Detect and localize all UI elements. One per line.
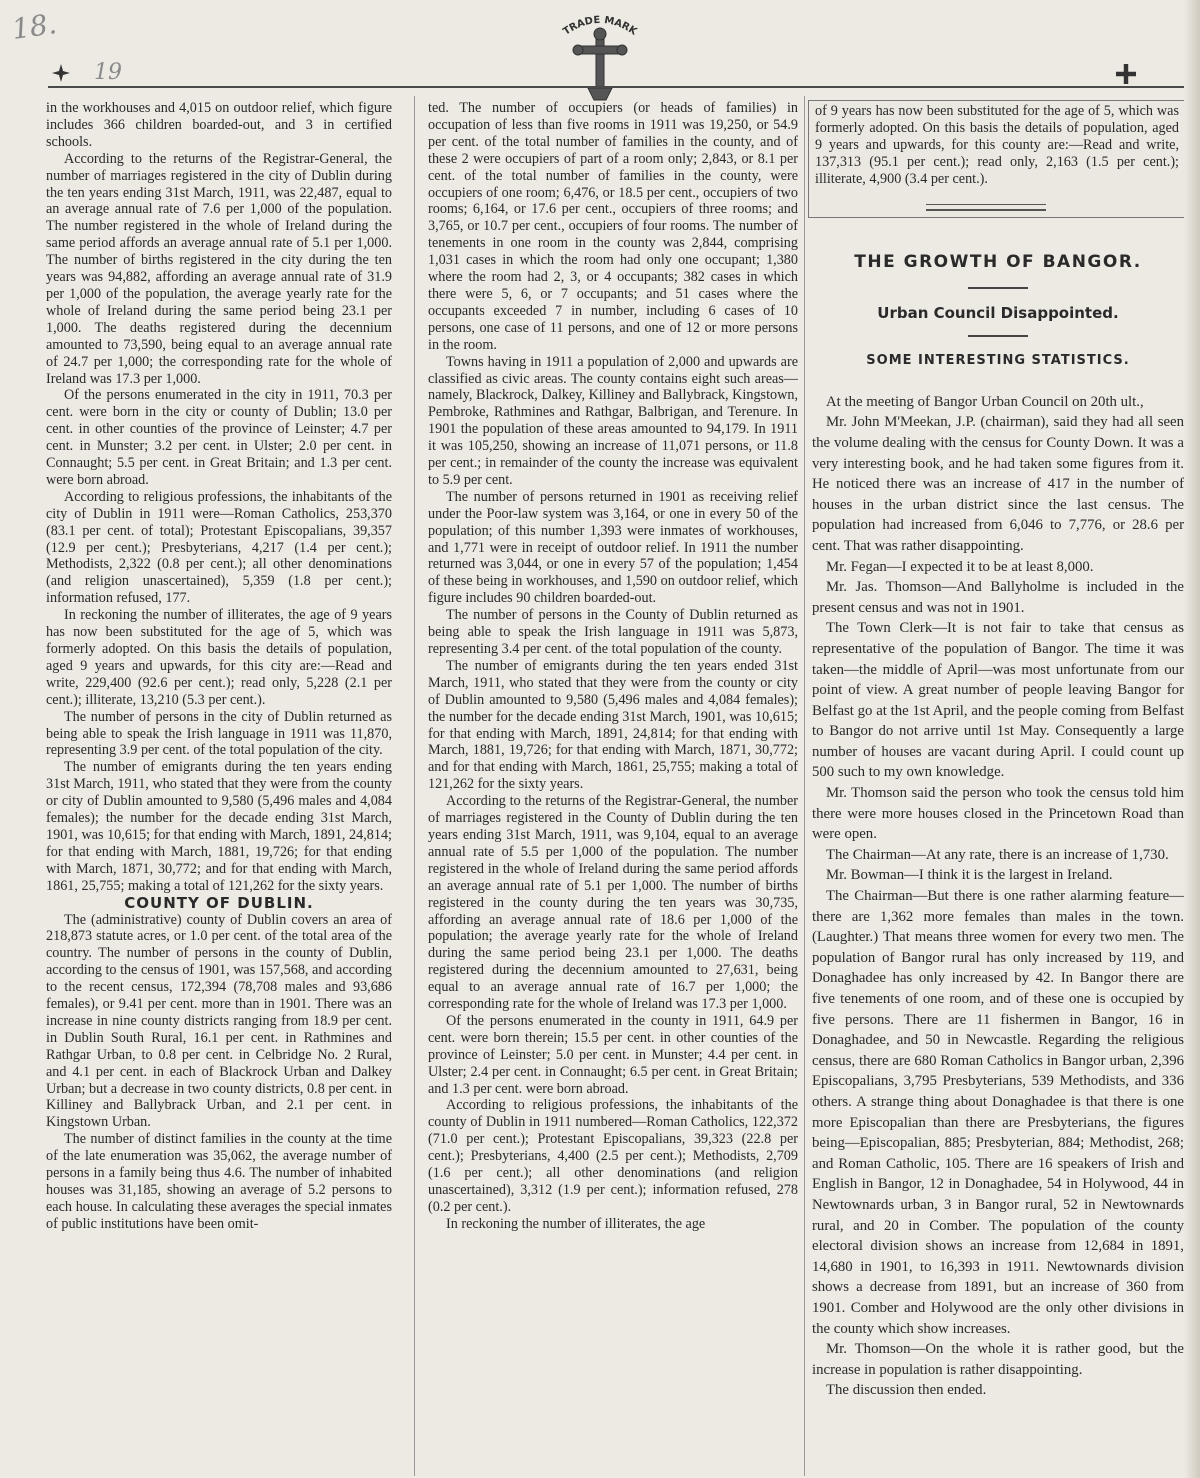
paragraph: The number of distinct families in the county at the time of the late enumeration was 35,062, the average number of persons in a family being thus 4.6. The number of inhabited houses was 31,185, showing an average of 5.2 persons to each house. In calculating these averages the special inmates of public institutions have been omit-	[46, 1131, 392, 1232]
article-headline: THE GROWTH OF BANGOR.	[854, 252, 1142, 272]
subhead-rule	[968, 335, 1028, 337]
paragraph: Mr. Thomson said the person who took the census told him there were more houses closed in the Princetown Road than were open.	[812, 785, 1184, 843]
pencil-clipping-number: 19	[94, 60, 122, 85]
paragraph: According to the returns of the Registrar-General, the number of marriages registered in the city of Dublin during the ten years ending 31st March, 1911, was 22,487, equal to an average annual rate of 7.6 per 1,000 of the population. The number registered in the whole of Ireland during the same period affords an average annual rate of 5.1 per 1,000. The number of births registered in the city during the ten years was 94,882, affording an average annual rate of 31.9 per 1,000 of the population, the average yearly rate for the whole of Ireland during the same period being 23.1 per 1,000. The deaths registered during the decennium amounted to 73,590, being equal to an average annual rate of 24.7 per 1,000; the corresponding rate for the whole of Ireland was 17.3 per 1,000.	[46, 150, 392, 387]
paragraph: According to religious professions, the inhabitants of the county of Dublin in 1911 numbered—Roman Catholics, 122,372 (71.0 per cent.); Protestant Episcopalians, 39,323 (22.8 per cent.); Presbyterians, 4,400 (2.5 per cent.); Methodists, 2,709 (1.6 per cent.); all other denominations (and religion unascertained), 3,312 (1.9 per cent.); information refused, 278 (0.2 per cent.).	[428, 1097, 798, 1215]
trade-mark-text: TRADE MARK	[561, 14, 639, 38]
paragraph: The number of persons in the County of Dublin returned as being able to speak the Irish language in 1911 was 5,873, representing 3.4 per cent. of the total population of the county.	[428, 607, 798, 657]
county-of-dublin-heading: COUNTY OF DUBLIN.	[124, 893, 314, 912]
paragraph: According to the returns of the Registrar-General, the number of marriages registered in the County of Dublin during the ten years ending 31st March, 1911, was 9,104, equal to an average annual rate of 5.5 per 1,000 of the population. The number registered in the whole of Ireland during the same period affords an average annual rate of 5.1 per 1,000. The number of births registered in the county during the ten years was 30,735, affording an average annual rate of 18.6 per 1,000 of the population; the average yearly rate for the whole of Ireland during the same period being 23.1 per 1,000. The deaths registered during the decennium amounted to 27,631, being equal to an average annual rate of 16.7 per 1,000; the corresponding rate for the whole of Ireland was 17.3 per 1,000.	[428, 793, 798, 1013]
paragraph: The Chairman—At any rate, there is an increase of 1,730.	[826, 846, 1169, 863]
section-divider	[926, 204, 1046, 211]
growth-of-bangor-article	[812, 228, 1184, 1476]
paragraph: Mr. Bowman—I think it is the largest in Ireland.	[826, 867, 1113, 884]
paragraph: Mr. Thomson—On the whole it is rather good, but the increase in population is rather disappointing.	[812, 1341, 1184, 1378]
paragraph: The Chairman—But there is one rather alarming feature—there are 1,362 more females than males in the town. (Laughter.) That means three women for every two men. The population of Bangor rural has only increased by 119, and Donaghadee has only increased by 42. In Bangor there are five tenements of one room, and of these one is occupied by five persons. There are 11 fishermen in Bangor, 16 in Donaghadee, and 50 in Newcastle. Regarding the religious census, there are 680 Roman Catholics in Bangor urban, 2,396 Episcopalians, 3,795 Presbyterians, 539 Methodists, and 336 others. A strange thing about Donaghadee is that there is one more Episcopalian than there are Presbyterians, the figures being—Episcopalian, 885; Presbyterian, 884; Methodist, 268; and Roman Catholic, 105. There are 16 speakers of Irish and English in Bangor, 12 in Donaghadee, 54 in Holywood, 44 in Newtownards urban, 3 in Bangor rural, 52 in Newtownards rural, and 20 in Comber. The population of the county electoral division shows an increase from 12,684 in 1891, 14,680 in 1901, to 16,393 in 1911. Newtownards division shows a decrease from 1891, but an increase of 360 from 1901. Comber and Holywood are the only other divisions in the county which show increases.	[812, 888, 1184, 1337]
paragraph: The number of persons in the city of Dublin returned as being able to speak the Irish language in 1911 was 11,870, representing 3.9 per cent. of the total population of the city.	[46, 708, 392, 759]
paragraph: in the workhouses and 4,015 on outdoor relief, which figure includes 366 children boarded-out, and 3 in certified schools.	[46, 100, 392, 150]
paragraph: According to religious professions, the inhabitants of the city of Dublin in 1911 were—Roman Catholics, 253,370 (83.1 per cent. of total); Protestant Episcopalians, 39,357 (12.9 per cent.); Presbyterians, 4,217 (1.4 per cent.); Methodists, 2,322 (0.8 per cent.); all other denominations (and religion unascertained), 5,359 (1.8 per cent.); information refused, 177.	[46, 488, 392, 607]
scan-edge-shadow	[1184, 0, 1200, 1478]
paragraph: Of the persons enumerated in the city in 1911, 70.3 per cent. were born in the city or county of Dublin; 13.0 per cent. in other counties of the province of Leinster; 4.7 per cent. in Munster; 3.2 per cent. in Ulster; 2.0 per cent. in Connaught; 5.5 per cent. in Great Britain; and 1.3 per cent. were born abroad.	[46, 387, 392, 488]
paragraph: The number of persons returned in 1901 as receiving relief under the Poor-law system was 3,164, or one in every 50 of the population; of this number 1,393 were inmates of workhouses, and 1,771 were in receipt of outdoor relief. In 1911 the number returned was 3,044, or one in every 57 of the population; 1,454 of these being in workhouses, and 1,590 on outdoor relief, which figure includes 90 children boarded-out.	[428, 488, 798, 607]
cross-ornament-left-icon	[52, 64, 70, 82]
paragraph: In reckoning the number of illiterates, the age of 9 years has now been substituted for the age of 5, which was formerly adopted. On this basis the details of population, aged 9 years and upwards, for this city are:—Read and write, 229,400 (92.6 per cent.); read only, 5,228 (2.1 per cent.); illiterate, 13,210 (5.3 per cent.).	[46, 607, 392, 708]
paragraph: Towns having in 1911 a population of 2,000 and upwards are classified as civic areas. The county contains eight such areas—namely, Blackrock, Dalkey, Killiney and Ballybrack, Kingstown, Pembroke, Rathmines and Rathgar, Balbrigan, and Terenure. In 1901 the population of these areas amounted to 94,179. In 1911 it was 105,250, showing an increase of 11,071 persons, or 11.8 per cent.; in remainder of the county the increase was equivalent to 5.9 per cent.	[428, 353, 798, 488]
paragraph: Of the persons enumerated in the county in 1911, 64.9 per cent. were born therein; 15.5 per cent. in other counties of the province of Leinster; 5.0 per cent. in Munster; 4.4 per cent. in Ulster; 2.4 per cent. in Connaught; 6.5 per cent. in Great Britain; and 1.3 per cent. were born abroad.	[428, 1012, 798, 1097]
paragraph: Mr. John M'Meekan, J.P. (chairman), said they had all seen the volume dealing with the census for County Down. It was a very interesting book, and he had taken some figures from it. He noticed there was an increase of 417 in the number of houses in the urban district since the last census. The population had increased from 6,046 to 7,776, or 28.6 per cent. That was rather disappointing.	[812, 414, 1184, 554]
paragraph: In reckoning the number of illiterates, the age	[446, 1215, 706, 1232]
trade-mark-emblem	[548, 4, 652, 108]
article-deck: SOME INTERESTING STATISTICS.	[866, 353, 1130, 369]
paragraph: Mr. Jas. Thomson—And Ballyholme is included in the present census and was not in 1901.	[812, 579, 1184, 616]
article-subheadline: Urban Council Disappointed.	[877, 303, 1119, 322]
paragraph: At the meeting of Bangor Urban Council on 20th ult.,	[826, 393, 1144, 410]
column-one	[46, 100, 392, 1476]
cross-ornament-right-icon	[1116, 64, 1136, 84]
pencil-page-number: 18.	[9, 7, 59, 46]
column-rule	[804, 96, 805, 1476]
paragraph: The number of emigrants during the ten years ending 31st March, 1911, who stated that they were from the county or city of Dublin amounted to 9,580 (5,496 males and 4,084 females); the number for the decade ending 31st March, 1901, was 10,615; for that ending with March, 1891, 24,814; for that ending with March, 1881, 19,726; for that ending with March, 1871, 30,772; and for that ending with March, 1861, 25,755; making a total of 121,262 for the sixty years.	[46, 759, 392, 894]
paragraph: The discussion then ended.	[826, 1382, 987, 1399]
paragraph: of 9 years has now been substituted for the age of 5, which was formerly adopted. On this basis the details of population, aged 9 years and upwards, for this county are:—Read and write, 137,313 (95.1 per cent.); read only, 2,163 (1.5 per cent.); illiterate, 4,900 (3.4 per cent.).	[815, 103, 1179, 187]
column-three-continuation	[808, 100, 1186, 218]
paragraph: The number of emigrants during the ten years ended 31st March, 1911, who stated that they were from the county or city of Dublin amounted to 9,580 (5,496 males and 4,084 females); the number for the decade ending 31st March, 1901, was 10,615; for that ending with March, 1891, 24,814; for that ending with March, 1881, 19,726; for that ending with March, 1871, 30,772; and for that ending with March, 1861, 25,755; making a total of 121,262 for the sixty years.	[428, 657, 798, 793]
paragraph: Mr. Fegan—I expected it to be at least 8,000.	[826, 558, 1094, 575]
column-rule	[414, 96, 415, 1476]
headline-rule	[968, 287, 1028, 289]
paragraph: The Town Clerk—It is not fair to take that census as representative of the population of Bangor. The time it was taken—the middle of April—was most unfortunate from our point of view. A great number of people leaving Bangor for Belfast go at the 1st April, and the people coming from Belfast to Bangor do not arrive until 1st May. Consequently a large number of houses are vacant during April. I could count up 500 such to my own knowledge.	[812, 620, 1184, 781]
paragraph: ted. The number of occupiers (or heads of families) in occupation of less than five rooms in 1911 was 19,250, or 54.9 per cent. of the total number of families in the county, and of these 2 were occupiers of part of a room only; 2,843, or 8.1 per cent. of the total number of families in the county, were occupiers of one room; 6,476, or 18.5 per cent., occupiers of two rooms; 6,164, or 17.6 per cent., occupiers of three rooms; and 3,765, or 10.7 per cent., occupiers of four rooms. The number of tenements in one room in the county was 2,844, comprising 1,031 cases in which the room had only one occupant; 1,380 where the room had 2, 3, or 4 occupants; 382 cases in which there were 5, 6, or 7 occupants; and 51 cases where the occupants exceeded 7 in number, including 6 cases of 10 persons, one case of 11 persons, and one of 12 or more persons in the room.	[428, 100, 798, 353]
top-border-rule	[48, 86, 1198, 88]
paragraph: The (administrative) county of Dublin covers an area of 218,873 statute acres, or 1.0 per cent. of the total area of the country. The number of persons in the county of Dublin, according to the census of 1901, was 157,568, and according to the recent census, 172,394 (78,708 males and 93,686 females), or 9.41 per cent. more than in 1901. There was an increase in nine county districts ranging from 18.9 per cent. in Dublin South Rural, 16.1 per cent. in Rathmines and Rathgar Urban, to 0.8 per cent. in Celbridge No. 2 Rural, and 4.1 per cent. in each of Blackrock Urban and Dalkey Urban; but a decrease in two county districts, 0.8 per cent. in Killiney and Ballybrack Urban, and 2.1 per cent. in Kingstown Urban.	[46, 911, 392, 1131]
column-two	[428, 100, 798, 1476]
